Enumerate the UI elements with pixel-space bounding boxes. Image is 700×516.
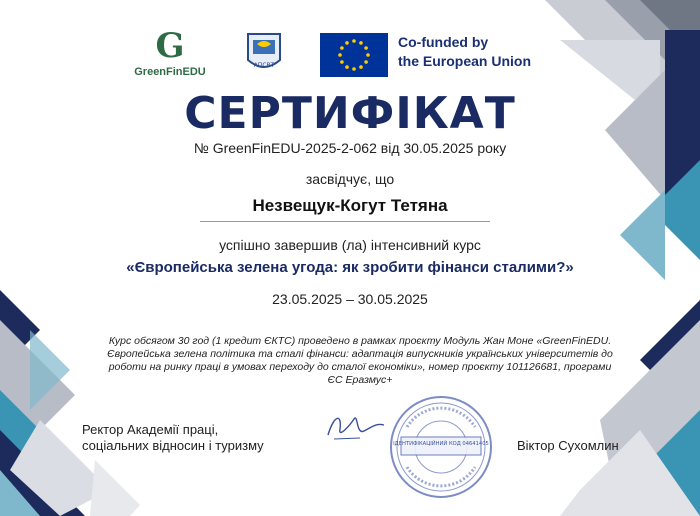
- eu-text-line1: Co-funded by: [398, 34, 489, 50]
- greenfinedu-logo: G GreenFinEDU: [128, 28, 212, 84]
- course-description: Курс обсягом 30 год (1 кредит ЄКТС) проведено в рамках проєкту Модуль Жан Моне «GreenFinEDU. Європейська зелена політика та сталі фінанси: адаптація випускників українських університетів до роботи на ринку праці в умовах переходу до сталої економіки», номер проєкту 101126681, програми ЄС Еразмус+: [107, 335, 613, 386]
- course-title: «Європейська зелена угода: як зробити фінанси сталими?»: [126, 259, 574, 276]
- official-stamp-icon: [387, 393, 495, 501]
- certificate-title: СЕРТИФІКАТ: [184, 88, 516, 139]
- academy-emblem-icon: [244, 26, 284, 76]
- signer-name: Віктор Сухомлин: [517, 438, 619, 453]
- rector-title: [82, 422, 264, 454]
- greenfinedu-logo-text: GreenFinEDU: [134, 66, 206, 78]
- rector-line2: соціальних відносин і туризму: [82, 438, 264, 453]
- name-underline: [200, 221, 490, 222]
- course-dates: 23.05.2025 – 30.05.2025: [272, 291, 428, 307]
- attests-text: засвідчує, що: [305, 171, 395, 187]
- eu-text-line2: the European Union: [398, 53, 531, 69]
- eu-flag-icon: [320, 33, 388, 77]
- eu-cofunded-label: [398, 33, 531, 71]
- stamp-text: ІДЕНТИФІКАЦІЙНИЙ КОД 04641405: [393, 441, 489, 447]
- certificate-number: № GreenFinEDU-2025-2-062 від 30.05.2025 року: [193, 140, 507, 156]
- rector-line1: Ректор Академії праці,: [82, 422, 219, 437]
- completion-text: успішно завершив (ла) інтенсивний курс: [219, 237, 481, 253]
- academy-abbr: АПСВТ: [253, 62, 275, 69]
- recipient-name: Незвещук-Когут Тетяна: [252, 196, 448, 215]
